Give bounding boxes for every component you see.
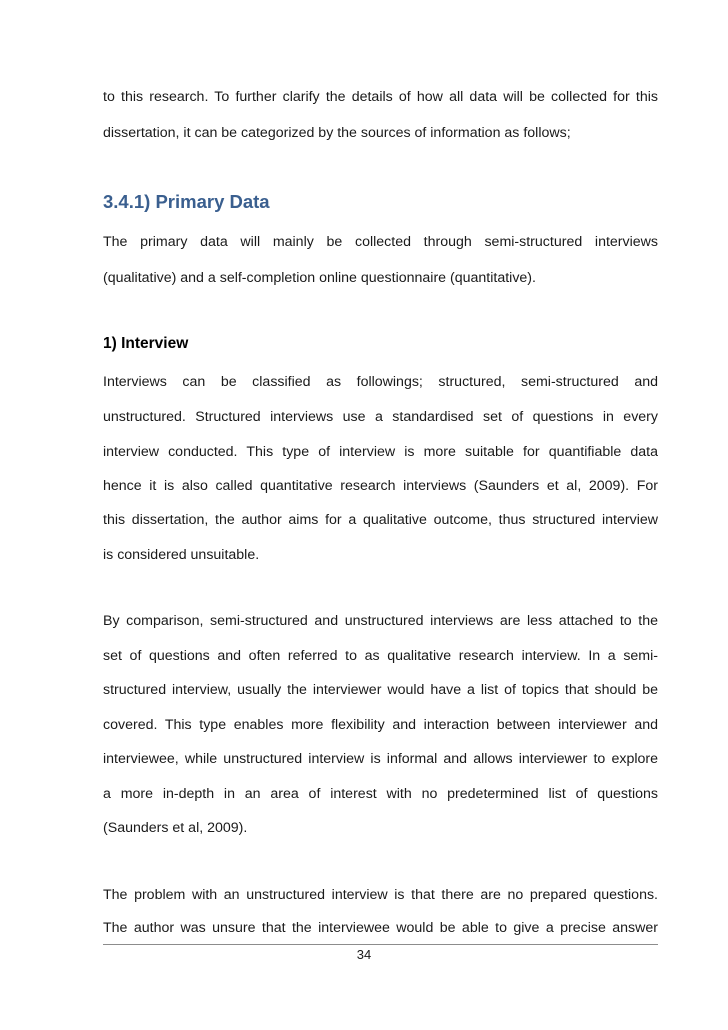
primary-line-1: The primary data will mainly be collected through semi-structured interviews — [103, 234, 658, 250]
comparison-line-2: set of questions and often referred to as qualitative research interview. In a semi- — [103, 648, 658, 664]
section-heading: 3.4.1) Primary Data — [103, 191, 270, 212]
comparison-line-6: a more in-depth in an area of interest with no predetermined list of questions — [103, 786, 658, 802]
intro-line-1: to this research. To further clarify the details of how all data will be collected for this — [103, 89, 658, 105]
interview-line-5: this dissertation, the author aims for a qualitative outcome, thus structured interview — [103, 512, 658, 528]
page-number: 34 — [356, 947, 372, 962]
interview-subheading: 1) Interview — [103, 335, 189, 352]
interview-line-1: Interviews can be classified as followings; structured, semi-structured and — [103, 374, 658, 390]
problem-line-2: The author was unsure that the interviewee would be able to give a precise answer — [103, 920, 658, 936]
comparison-line-5: interviewee, while unstructured interview is informal and allows interviewer to explore — [103, 751, 658, 767]
interview-line-4: hence it is also called quantitative research interviews (Saunders et al, 2009). For — [103, 478, 658, 494]
primary-line-2: (qualitative) and a self-completion online questionnaire (quantitative). — [103, 270, 536, 286]
comparison-line-4: covered. This type enables more flexibility and interaction between interviewer and — [103, 717, 658, 733]
interview-line-6: is considered unsuitable. — [103, 547, 260, 563]
interview-line-3: interview conducted. This type of interview is more suitable for quantifiable data — [103, 444, 658, 460]
interview-line-2: unstructured. Structured interviews use a standardised set of questions in every — [103, 409, 658, 425]
footer-divider — [103, 944, 658, 945]
comparison-line-7: (Saunders et al, 2009). — [103, 820, 248, 836]
intro-line-2: dissertation, it can be categorized by the sources of information as follows; — [103, 125, 571, 141]
problem-line-1: The problem with an unstructured interview is that there are no prepared questions. — [103, 887, 658, 903]
comparison-line-1: By comparison, semi-structured and unstructured interviews are less attached to the — [103, 613, 658, 629]
comparison-line-3: structured interview, usually the interviewer would have a list of topics that should be — [103, 682, 658, 698]
